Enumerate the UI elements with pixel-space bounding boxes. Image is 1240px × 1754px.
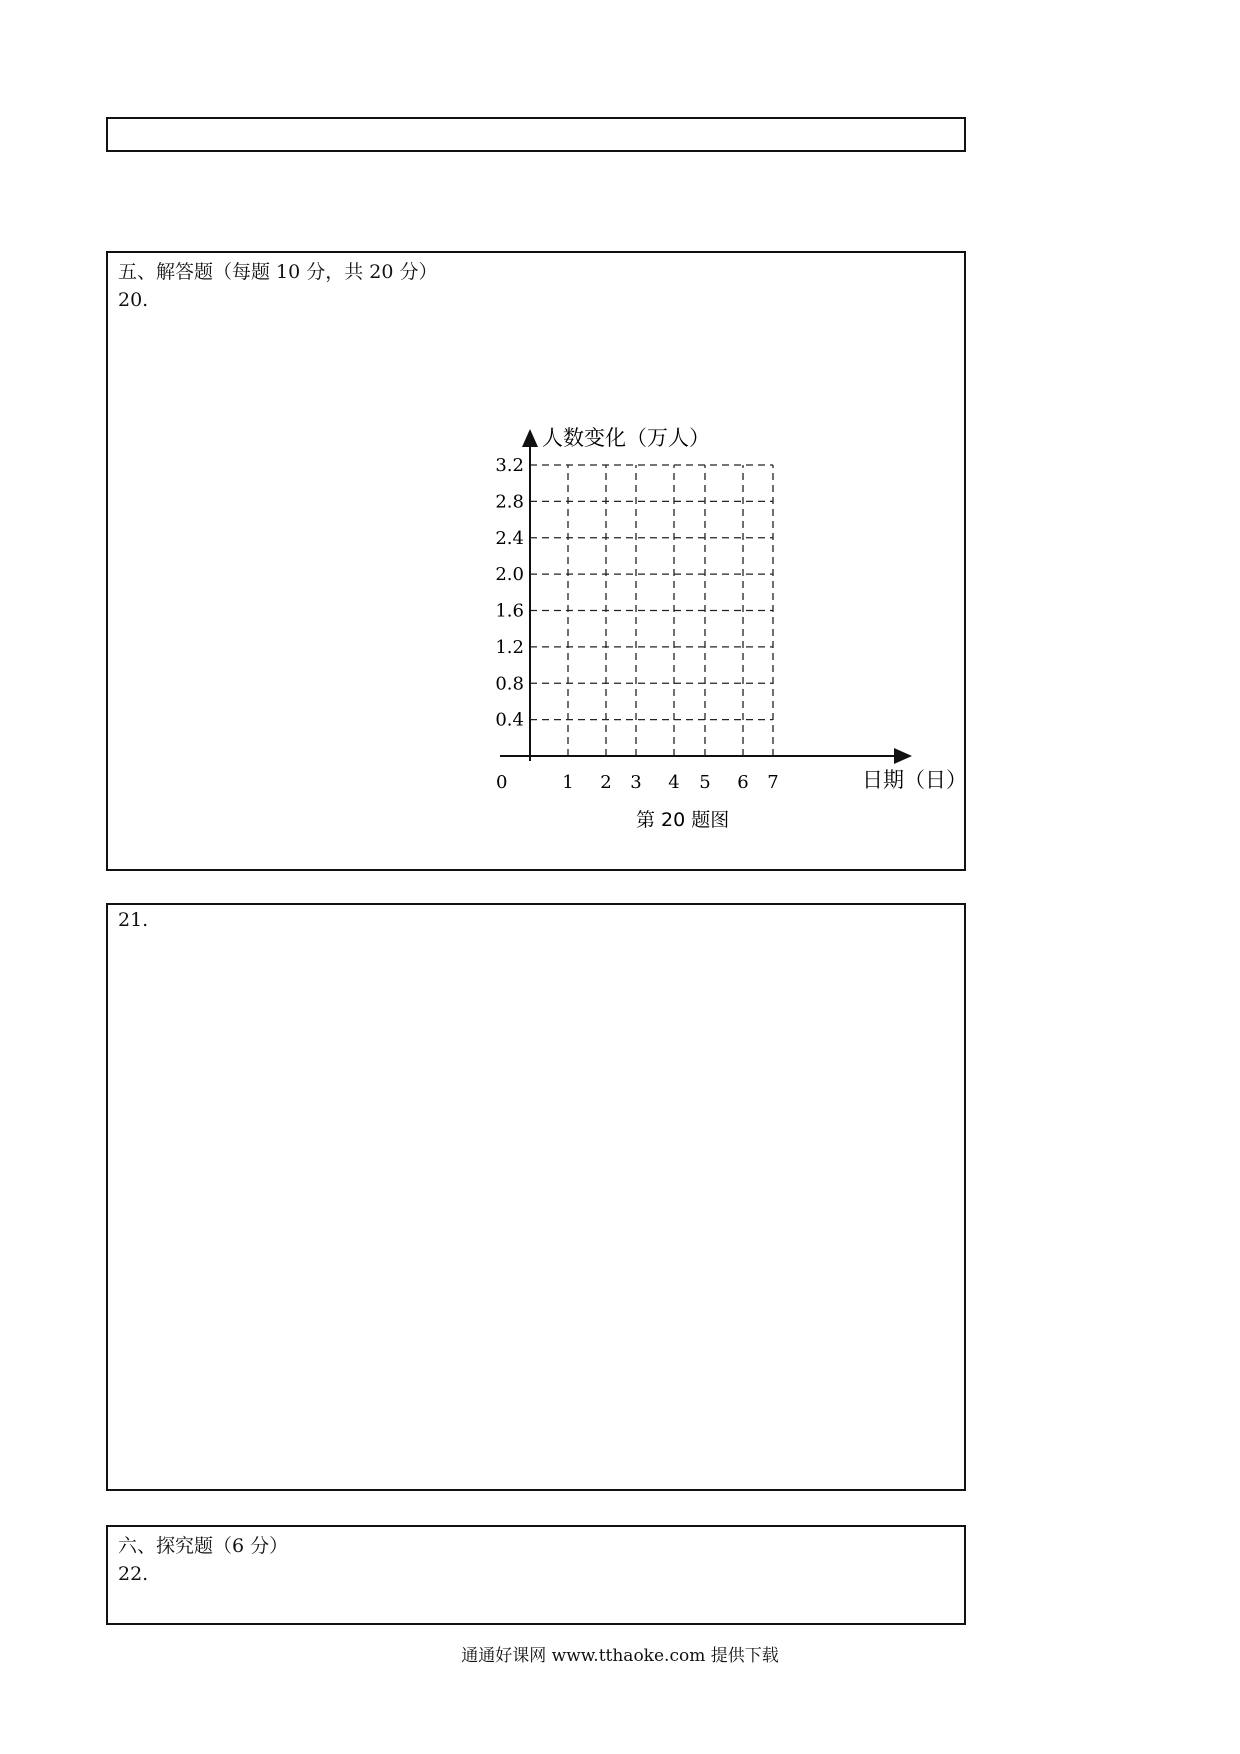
footer-credit: 通通好课网 www.tthaoke.com 提供下载 <box>461 1646 779 1666</box>
origin-label: 0 <box>496 772 508 793</box>
figure-20-chart <box>495 415 970 845</box>
figure-caption: 第 20 题图 <box>636 809 730 831</box>
y-tick-label: 0.4 <box>495 709 524 731</box>
x-tick-label: 4 <box>668 772 680 793</box>
section-5-heading: 五、解答题（每题 10 分，共 20 分） <box>118 261 438 283</box>
question-22-number: 22. <box>118 1563 149 1585</box>
x-tick-label: 5 <box>699 772 711 793</box>
answer-box-question-21 <box>106 903 966 1491</box>
x-tick-label: 2 <box>600 772 612 793</box>
answer-box-top <box>106 117 966 152</box>
x-tick-label: 6 <box>737 772 749 793</box>
x-tick-label: 3 <box>630 772 642 793</box>
y-tick-label: 0.8 <box>495 673 524 695</box>
y-tick-label: 2.4 <box>495 527 524 549</box>
y-tick-label: 1.2 <box>495 636 524 658</box>
answer-box-section-6 <box>106 1525 966 1625</box>
y-tick-label: 3.2 <box>495 455 524 476</box>
y-tick-label: 2.8 <box>495 491 524 513</box>
y-axis-label: 人数变化（万人） <box>542 426 710 450</box>
section-6-heading: 六、探究题（6 分） <box>118 1535 289 1557</box>
x-axis-label: 日期（日） <box>862 768 967 792</box>
y-tick-labels <box>495 455 524 731</box>
question-21-number: 21. <box>118 909 149 931</box>
y-tick-label: 2.0 <box>495 564 524 586</box>
x-tick-labels <box>562 772 778 793</box>
chart-grid <box>530 465 773 756</box>
question-20-number: 20. <box>118 289 149 311</box>
x-tick-label: 1 <box>562 772 574 793</box>
y-tick-label: 1.6 <box>495 600 524 622</box>
x-tick-label: 7 <box>767 772 779 793</box>
